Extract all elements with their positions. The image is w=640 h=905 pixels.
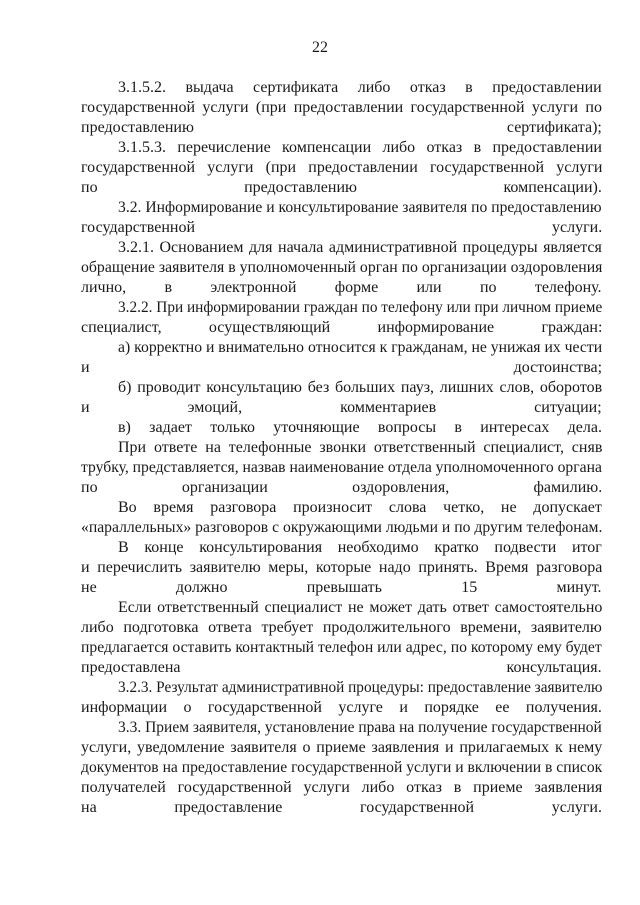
text-line: 3.2.1. Основанием для начала административной процедуры является [118,239,602,256]
text-line: б) проводит консультацию без больших пауз, лишних слов, оборотов [118,379,603,396]
text-line: по организации оздоровления, фамилию. [81,479,603,496]
text-line: получателей государственной услуги либо отказ в приеме заявления [81,779,603,796]
text-line: предоставлению сертификата); [81,119,602,136]
text-line: государственной услуги (при предоставлении государственной услуги [81,159,603,176]
text-line: информации о государственной услуге и порядке ее получения. [81,699,602,716]
text-line: При ответе на телефонные звонки ответственный специалист, сняв [118,439,603,456]
text-line: документов на предоставление государственной услуги и включении в список [81,759,603,776]
text-line: а) корректно и внимательно относится к гражданам, не унижая их чести [118,339,603,356]
text-line: трубку, представляется, назвав наименование отдела уполномоченного органа [81,459,602,476]
text-line: в) задает только уточняющие вопросы в интересах дела. [118,419,602,436]
text-line: на предоставление государственной услуги. [81,799,602,816]
text-line: 3.1.5.2. выдача сертификата либо отказ в предоставлении [118,79,602,96]
text-line: 3.2.2. При информировании граждан по телефону или при личном приеме [118,299,603,316]
text-line: «параллельных» разговоров с окружающими людьми и по другим телефонам. [81,519,603,536]
text-line: и достоинства; [81,359,603,376]
text-line: специалист, осуществляющий информирование граждан: [81,319,603,336]
text-line: предоставлена консультация. [81,659,602,676]
text-line: обращение заявителя в уполномоченный орган по организации оздоровления [81,259,603,276]
text-line: и эмоций, комментариев ситуации; [81,399,602,416]
text-line: по предоставлению компенсации). [81,179,602,196]
text-line: Если ответственный специалист не может дать ответ самостоятельно [118,599,603,616]
text-line: 3.2.3. Результат административной процедуры: предоставление заявителю [118,679,603,696]
text-line: Во время разговора произносит слова четко, не допускает [118,499,602,516]
page-number: 22 [312,39,328,56]
text-line: государственной услуги (при предоставлении государственной услуги по [81,99,602,116]
text-line: не должно превышать 15 минут. [81,579,602,596]
text-line: 3.1.5.3. перечисление компенсации либо отказ в предоставлении [118,139,602,156]
text-line: 3.3. Прием заявителя, установление права на получение государственной [118,719,602,736]
text-line: предлагается оставить контактный телефон или адрес, по которому ему будет [81,639,602,656]
text-line: 3.2. Информирование и консультирование заявителя по предоставлению [118,199,602,216]
text-line: лично, в электронной форме или по телефону. [81,279,602,296]
text-line: либо подготовка ответа требует продолжительного времени, заявителю [81,619,602,636]
text-line: государственной услуги. [81,219,603,236]
text-line: В конце консультирования необходимо кратко подвести итог [118,539,602,556]
text-line: и перечислить заявителю меры, которые надо принять. Время разговора [81,559,603,576]
text-line: услуги, уведомление заявителя о приеме заявления и прилагаемых к нему [81,739,603,756]
